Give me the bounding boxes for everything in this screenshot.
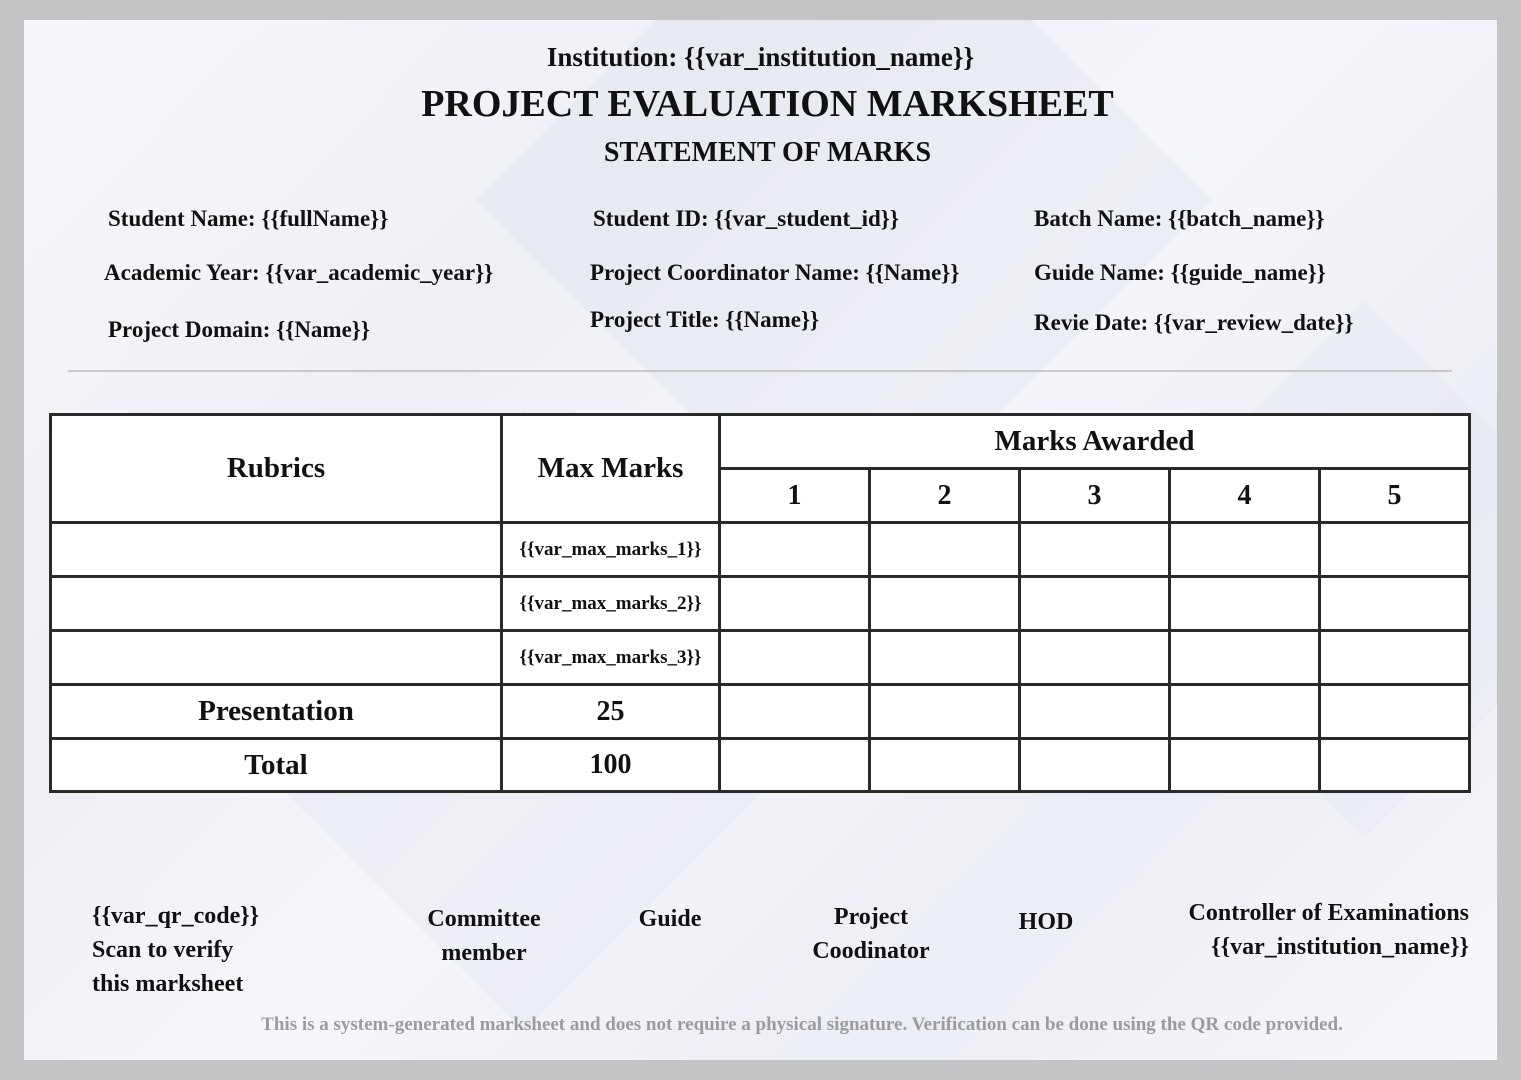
divider (68, 370, 1452, 372)
signature-committee-member (384, 902, 584, 970)
max-marks-cell: {{var_max_marks_1}} (502, 523, 720, 577)
page-title: PROJECT EVALUATION MARKSHEET (421, 83, 1114, 125)
rubric-cell (51, 577, 502, 631)
marks-table (49, 413, 1471, 793)
mark-cell[interactable] (720, 631, 870, 685)
signature-label: Guide (638, 906, 702, 932)
project-title: Project Title: {{Name}} (590, 307, 820, 332)
mark-cell[interactable] (870, 739, 1020, 792)
max-marks-cell: {{var_max_marks_2}} (502, 577, 720, 631)
mark-cell[interactable] (1320, 523, 1470, 577)
rubric-cell (51, 523, 502, 577)
mark-cell[interactable] (720, 577, 870, 631)
header-max-marks: Max Marks (502, 415, 720, 523)
signature-label: Committee (427, 906, 541, 932)
signature-label: member (441, 940, 527, 966)
mark-cell[interactable] (870, 577, 1020, 631)
qr-code-block (92, 899, 259, 1001)
qr-code-placeholder: {{var_qr_code}} (92, 903, 260, 929)
signature-hod (1006, 905, 1086, 939)
header-reviewer-5: 5 (1320, 469, 1470, 523)
mark-cell[interactable] (1320, 631, 1470, 685)
mark-cell[interactable] (1170, 685, 1320, 739)
mark-cell[interactable] (1020, 577, 1170, 631)
mark-cell[interactable] (1170, 577, 1320, 631)
signature-label: Coodinator (812, 938, 930, 964)
mark-cell[interactable] (1020, 685, 1170, 739)
qr-caption: this marksheet (92, 971, 244, 997)
page-subtitle: STATEMENT OF MARKS (603, 137, 932, 168)
table-row (51, 577, 1470, 631)
signature-label: Project (833, 904, 909, 930)
guide-name: Guide Name: {{guide_name}} (1034, 260, 1326, 285)
batch-name: Batch Name: {{batch_name}} (1034, 206, 1325, 231)
table-row (51, 739, 1470, 792)
table-row (51, 523, 1470, 577)
signature-label: HOD (1018, 909, 1074, 935)
mark-cell[interactable] (720, 685, 870, 739)
mark-cell[interactable] (1020, 631, 1170, 685)
rubric-cell: Total (51, 739, 502, 792)
rubric-cell: Presentation (51, 685, 502, 739)
coordinator-name: Project Coordinator Name: {{Name}} (590, 260, 960, 285)
mark-cell[interactable] (870, 523, 1020, 577)
mark-cell[interactable] (1320, 685, 1470, 739)
student-name: Student Name: {{fullName}} (108, 206, 389, 231)
mark-cell[interactable] (720, 523, 870, 577)
header-marks-awarded: Marks Awarded (720, 415, 1470, 469)
rubric-cell (51, 631, 502, 685)
header-reviewer-1: 1 (720, 469, 870, 523)
mark-cell[interactable] (1320, 577, 1470, 631)
header-reviewer-2: 2 (870, 469, 1020, 523)
signature-controller-of-examinations (1124, 896, 1469, 964)
max-marks-cell: 25 (502, 685, 720, 739)
verification-note: This is a system-generated marksheet and does not require a physical signature. Verification can be done using the QR code provided. (261, 1014, 1343, 1035)
header-reviewer-4: 4 (1170, 469, 1320, 523)
max-marks-cell: {{var_max_marks_3}} (502, 631, 720, 685)
mark-cell[interactable] (1320, 739, 1470, 792)
table-row (51, 631, 1470, 685)
signature-guide (610, 902, 730, 936)
student-id: Student ID: {{var_student_id}} (593, 206, 899, 231)
mark-cell[interactable] (1020, 739, 1170, 792)
table-row (51, 685, 1470, 739)
institution-name: {{var_institution_name}} (1211, 934, 1469, 960)
mark-cell[interactable] (1170, 739, 1320, 792)
max-marks-cell: 100 (502, 739, 720, 792)
signature-project-coordinator (791, 900, 951, 968)
mark-cell[interactable] (1170, 523, 1320, 577)
mark-cell[interactable] (1020, 523, 1170, 577)
project-domain: Project Domain: {{Name}} (108, 317, 370, 342)
review-date: Revie Date: {{var_review_date}} (1034, 310, 1354, 335)
marksheet (24, 20, 1497, 1060)
header-rubrics: Rubrics (51, 415, 502, 523)
academic-year: Academic Year: {{var_academic_year}} (104, 260, 494, 285)
mark-cell[interactable] (870, 685, 1020, 739)
mark-cell[interactable] (870, 631, 1020, 685)
mark-cell[interactable] (1170, 631, 1320, 685)
qr-caption: Scan to verify (92, 937, 234, 963)
mark-cell[interactable] (720, 739, 870, 792)
institution-heading: Institution: {{var_institution_name}} (546, 42, 975, 72)
header-reviewer-3: 3 (1020, 469, 1170, 523)
signature-label: Controller of Examinations (1188, 900, 1469, 926)
